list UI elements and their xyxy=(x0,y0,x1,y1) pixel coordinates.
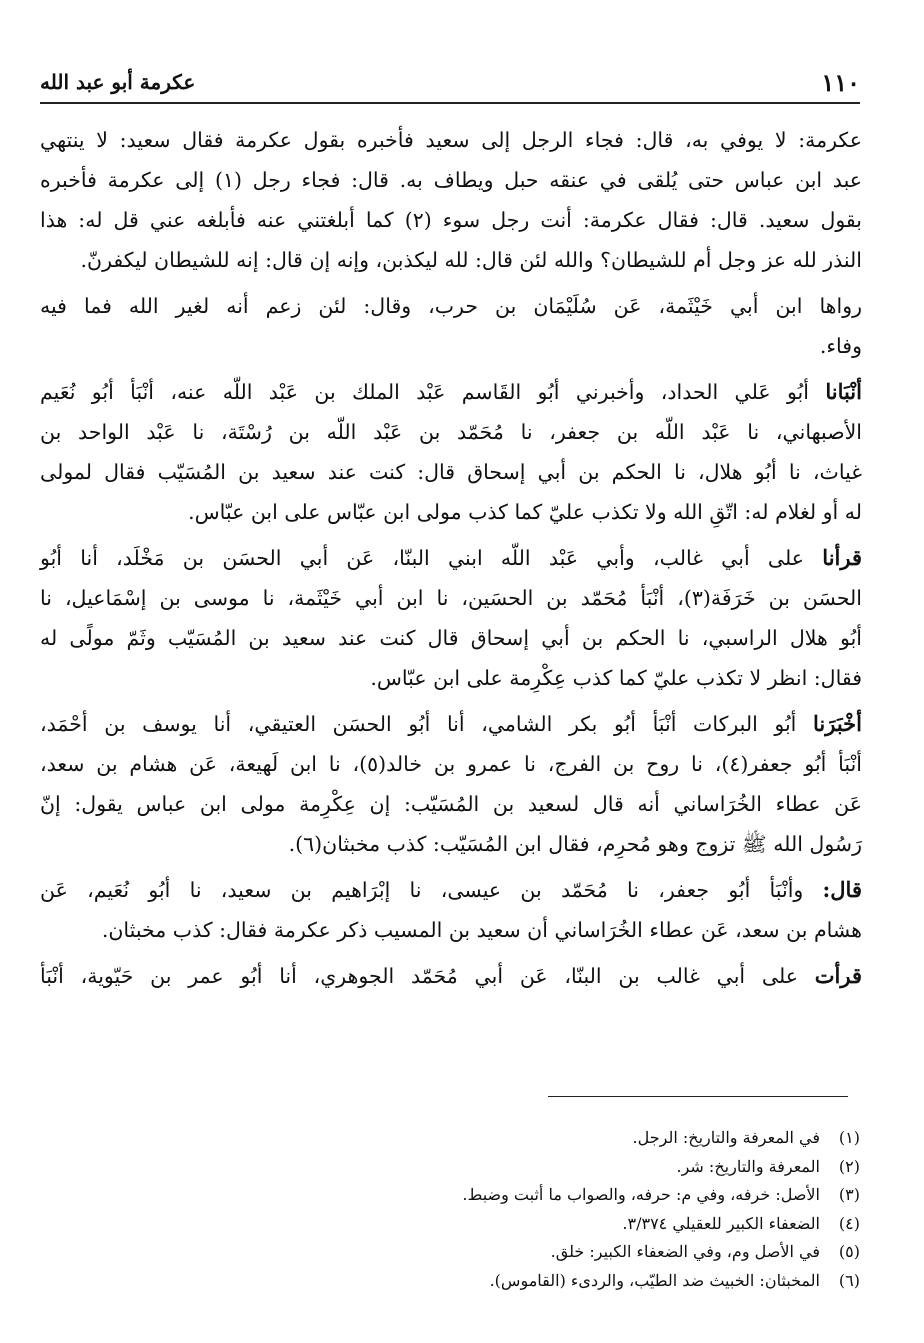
text-line: له أو لغلام له: اتّقِ الله ولا تكذب عليّ كما كذب مولى ابن عبّاس على ابن عبّاس. xyxy=(188,500,862,524)
running-title: عكرمة أبو عبد الله xyxy=(40,70,196,94)
footnote-number: (٢) xyxy=(838,1156,860,1176)
text-line: عكرمة: لا يوفي به، قال: فجاء الرجل إلى سعيد فأخبره بقول عكرمة فقال سعيد: لا ينتهي xyxy=(40,128,862,152)
text-line xyxy=(40,372,862,412)
footnote xyxy=(300,1124,860,1153)
paragraph xyxy=(40,538,862,698)
text-line: بقول سعيد. قال: فقال عكرمة: أنت رجل سوء (٢) كما أبلغتني عنه فأبلغه عني قل له: هذا xyxy=(40,208,863,232)
footnote xyxy=(300,1238,860,1267)
line-text: على أبي غالب بن البنّا، عَن أبي مُحَمّد الجوهري، أنا أبُو عمر بن حَيّوية، أنْبَأ xyxy=(40,964,815,988)
footnote xyxy=(300,1210,860,1239)
keyword: قال: xyxy=(822,877,862,902)
text-line: النذر لله عز وجل أم للشيطان؟ والله لئن قال: لله ليكذبن، وإنه إن قال: إنه للشيطان ليكفرنّ. xyxy=(80,248,862,272)
text-line: وفاء. xyxy=(819,334,862,358)
text-line: عَن عطاء الخُرَاساني أنه قال لسعيد بن المُسَيّب: إن عِكْرِمة مولى ابن عباس يقول: إنّ xyxy=(40,792,862,816)
footnote-number: (٦) xyxy=(838,1270,860,1290)
text-line xyxy=(40,870,862,910)
main-text xyxy=(40,120,862,1002)
paragraph xyxy=(40,286,862,366)
footnote-separator xyxy=(548,1096,848,1097)
text-line: أبُو هلال الراسبي، نا الحكم بن أبي إسحاق قال كنت عند سعيد بن المُسَيّب وثَمّ مولًى له xyxy=(40,626,862,650)
keyword: قرأنا xyxy=(822,545,862,570)
footnotes xyxy=(300,1124,860,1295)
page-number: ١١٠ xyxy=(821,67,860,97)
text-line: عبد ابن عباس حتى يُلقى في عنقه حبل ويطاف به. قال: فجاء رجل (١) إلى عكرمة فأخبره xyxy=(40,168,862,192)
footnote-text: المعرفة والتاريخ: شر. xyxy=(676,1156,820,1176)
footnote-text: الأصل: خرفه، وفي م: حرفه، والصواب ما أثبت وضبط. xyxy=(462,1185,820,1204)
footnote-text: في الأصل وم، وفي الضعفاء الكبير: خلق. xyxy=(550,1242,820,1261)
footnote-text: الضعفاء الكبير للعقيلي ٣/٣٧٤. xyxy=(622,1213,820,1233)
footnote-number: (٣) xyxy=(838,1185,860,1204)
keyword: أنْبَانا xyxy=(825,379,862,404)
text-line: أنْبَأ أبُو جعفر(٤)، نا روح بن الفرج، نا عمرو بن خالد(٥)، نا ابن لَهيعة، عَن هشام بن سعد، xyxy=(40,752,862,776)
footnote xyxy=(300,1267,860,1296)
text-line: هشام بن سعد، عَن عطاء الخُرَاساني أن سعيد بن المسيب ذكر عكرمة فقال: كذب مخبثان. xyxy=(101,918,862,942)
keyword: أخْبَرَنا xyxy=(813,711,862,736)
footnote xyxy=(300,1181,860,1210)
footnote-number: (٥) xyxy=(838,1242,860,1261)
footnote-number: (١) xyxy=(838,1128,860,1147)
text-line xyxy=(40,704,862,744)
paragraph xyxy=(40,120,862,280)
line-text: أبُو البركات أنْبَأ أبُو بكر الشامي، أنا أبُو الحسَن العتيقي، أنا يوسف بن أحْمَد، xyxy=(40,712,814,736)
line-text: أبُو عَلي الحداد، وأخبرني أبُو القَاسم عَبْد الملك بن عَبْد اللّه عنه، أنْبَأ أبُو نُعَيم xyxy=(40,380,826,404)
text-line: رَسُول الله ﷺ تزوج وهو مُحرِم، فقال ابن المُسَيّب: كذب مخبثان(٦). xyxy=(288,832,862,856)
paragraph xyxy=(40,870,862,950)
text-line: الأصبهاني، نا عَبْد اللّه بن جعفر، نا مُحَمّد بن عَبْد اللّه بن رُسْتَة، نا عَبْد الواحد بن xyxy=(40,420,862,444)
paragraph xyxy=(40,704,862,864)
text-line xyxy=(40,538,862,578)
footnote xyxy=(300,1153,860,1182)
text-line: الحسَن بن خَرَفَة(٣)، أنْبَأ مُحَمّد بن الحسَين، نا ابن أبي خَيْثَمة، نا موسى بن إسْمَاعيل، نا xyxy=(40,586,862,610)
page-header xyxy=(40,62,860,104)
line-text: وأنْبَأ أبُو جعفر، نا مُحَمّد بن عيسى، نا إبْرَاهيم بن سعيد، نا أبُو نُعَيم، عَن xyxy=(40,878,823,902)
text-line: فقال: انظر لا تكذب عليّ كما كذب عِكْرِمة على ابن عبّاس. xyxy=(370,666,862,690)
footnote-text: في المعرفة والتاريخ: الرجل. xyxy=(632,1128,820,1147)
text-line xyxy=(40,956,862,996)
text-line: رواها ابن أبي خَيْثَمة، عَن سُلَيْمَان بن حرب، وقال: لئن زعم أنه لغير الله فما فيه xyxy=(40,294,862,318)
footnote-text: المخبثان: الخبيث ضد الطيّب، والردىء (القاموس). xyxy=(489,1270,820,1290)
footnote-number: (٤) xyxy=(838,1213,860,1233)
paragraph xyxy=(40,956,862,996)
paragraph xyxy=(40,372,862,532)
text-line: غياث، نا أبُو هلال، نا الحكم بن أبي إسحاق قال: كنت عند سعيد بن المُسَيّب فقال لمولى xyxy=(40,460,862,484)
line-text: على أبي غالب، وأبي عَبْد اللّه ابني البنّا، عَن أبي الحسَن بن مَخْلَد، أنا أبُو xyxy=(40,546,823,570)
keyword: قرأت xyxy=(814,963,862,988)
